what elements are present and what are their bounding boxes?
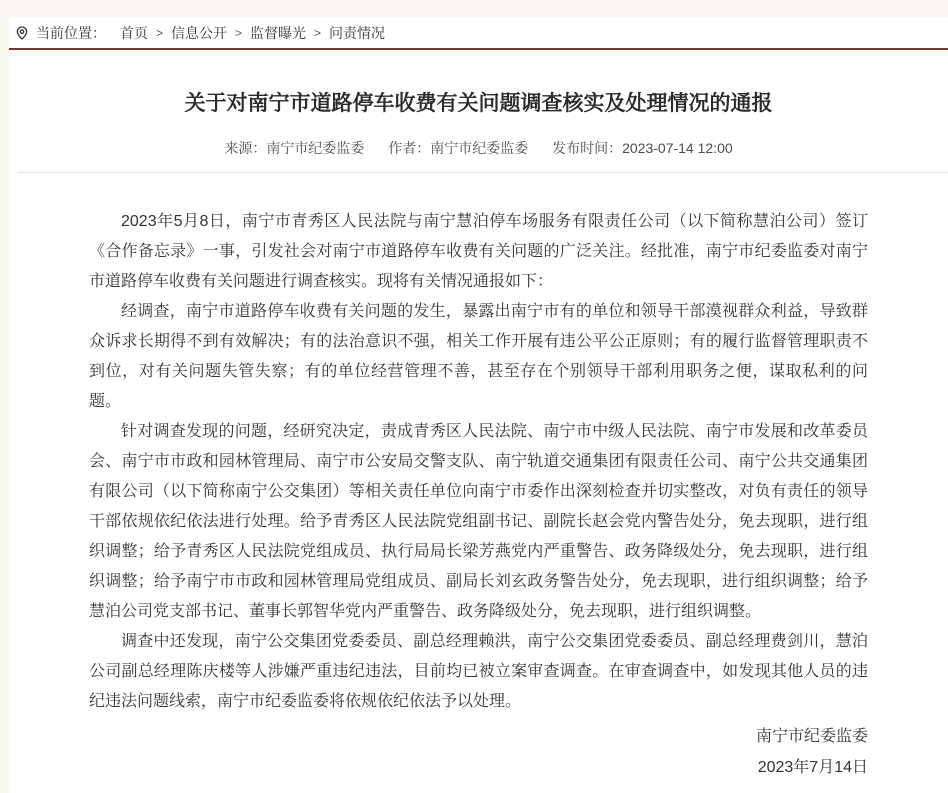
breadcrumb-separator: > (314, 25, 322, 40)
meta-source-label: 来源： (224, 140, 267, 156)
signature-org: 南宁市纪委监委 (755, 728, 868, 745)
content-panel (9, 17, 948, 793)
meta-publish-time (552, 140, 733, 156)
breadcrumb-separator: > (156, 25, 164, 40)
paragraph-intro: 2023年5月8日，南宁市青秀区人民法院与南宁慧泊停车场服务有限责任公司（以下简称慧泊公司）签订《合作备忘录》一事，引发社会对南宁市道路停车收费有关问题的广泛关注。经批准，南宁市纪委监委对南宁市道路停车收费有关问题进行调查核实。现将有关情况通报如下： (89, 213, 868, 290)
signature-block (89, 721, 868, 783)
article (9, 56, 948, 793)
meta-divider (18, 172, 948, 173)
meta-author-label: 作者： (388, 140, 431, 156)
paragraph-findings: 经调查，南宁市道路停车收费有关问题的发生，暴露出南宁市有的单位和领导干部漠视群众利益，导致群众诉求长期得不到有效解决；有的法治意识不强，相关工作开展有违公平公正原则；有的履行监督管理职责不到位，对有关问题失管失察；有的单位经营管理不善，甚至存在个别领导干部利用职务之便，谋取私利的问题。 (89, 303, 868, 410)
breadcrumb (9, 17, 948, 50)
article-body (89, 207, 868, 717)
meta-author-value: 南宁市纪委监委 (430, 140, 529, 156)
breadcrumb-item-home[interactable]: 首页 (120, 24, 148, 41)
breadcrumb-label: 当前位置： (36, 24, 106, 41)
meta-time-label: 发布时间： (552, 140, 623, 156)
meta-author (388, 140, 528, 156)
breadcrumb-item-info-disclosure[interactable]: 信息公开 (171, 24, 228, 41)
article-meta (89, 138, 868, 172)
breadcrumb-item-accountability[interactable]: 问责情况 (329, 24, 386, 41)
meta-source (224, 140, 364, 156)
page-title: 关于对南宁市道路停车收费有关问题调查核实及处理情况的通报 (184, 92, 773, 115)
meta-time-value: 2023-07-14 12:00 (622, 140, 733, 156)
meta-source-value: 南宁市纪委监委 (266, 140, 365, 156)
location-pin-icon (14, 25, 30, 41)
paragraph-decisions: 针对调查发现的问题，经研究决定，责成青秀区人民法院、南宁市中级人民法院、南宁市发展和改革委员会、南宁市市政和园林管理局、南宁市公安局交警支队、南宁轨道交通集团有限责任公司、南宁公共交通集团有限公司（以下简称南宁公交集团）等相关责任单位向南宁市委作出深刻检查并切实整改，对负有责任的领导干部依规依纪依法进行处理。给予青秀区人民法院党组副书记、副院长赵会党内警告处分，免去现职，进行组织调整；给予青秀区人民法院党组成员、执行局局长梁芳燕党内严重警告、政务降级处分，免去现职，进行组织调整；给予南宁市市政和园林管理局党组成员、副局长刘玄政务警告处分，免去现职，进行组织调整；给予慧泊公司党支部书记、董事长郭智华党内严重警告、政务降级处分，免去现职，进行组织调整。 (89, 423, 868, 620)
signature-date: 2023年7月14日 (757, 759, 868, 776)
breadcrumb-item-supervision[interactable]: 监督曝光 (250, 24, 307, 41)
breadcrumb-separator: > (235, 25, 243, 40)
paragraph-investigations: 调查中还发现，南宁公交集团党委委员、副总经理赖洪，南宁公交集团党委委员、副总经理费剑川，慧泊公司副总经理陈庆楼等人涉嫌严重违纪违法，目前均已被立案审查调查。在审查调查中，如发现其他人员的违纪违法问题线索，南宁市纪委监委将依规依纪依法予以处理。 (89, 633, 868, 710)
